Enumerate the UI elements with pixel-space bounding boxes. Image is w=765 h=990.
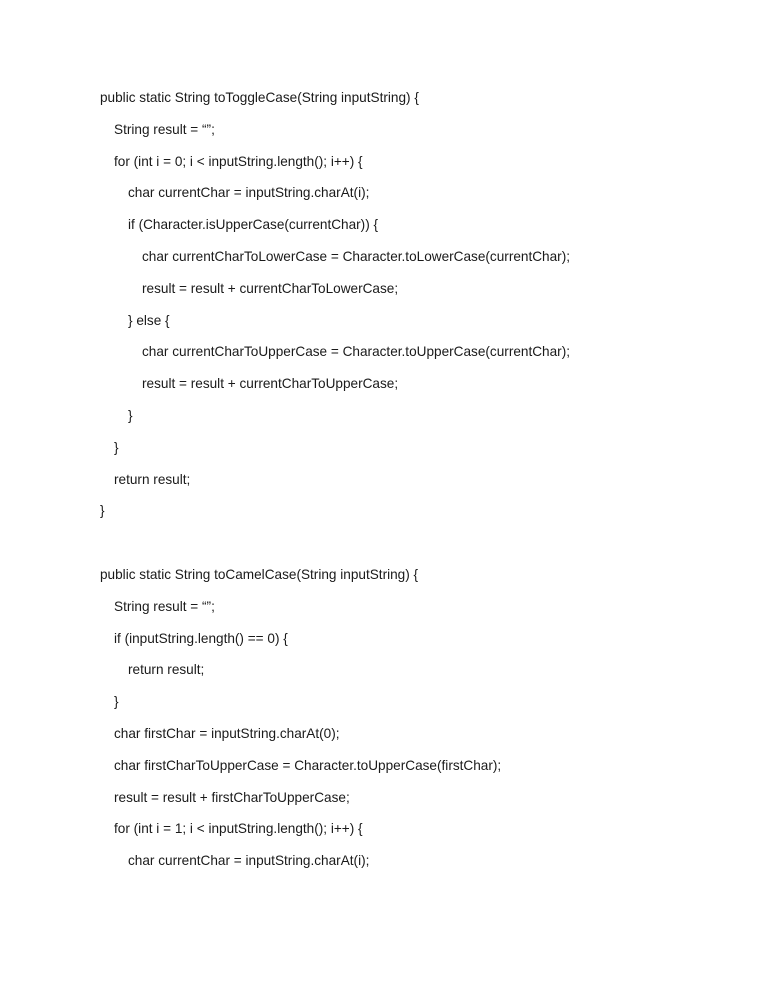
code-line [100, 527, 570, 559]
code-line: } else { [128, 312, 170, 328]
code-line: } [128, 407, 133, 423]
code-line: for (int i = 1; i < inputString.length(); i++) { [114, 821, 363, 837]
code-line: } [114, 439, 119, 455]
code-line: char currentCharToUpperCase = Character.toUpperCase(currentChar); [142, 344, 571, 360]
code-line: char currentChar = inputString.charAt(i); [128, 185, 370, 201]
code-line: public static String toToggleCase(String inputString) { [100, 90, 419, 105]
code-line: String result = “”; [114, 121, 215, 137]
code-line: String result = “”; [114, 598, 215, 614]
code-line: result = result + firstCharToUpperCase; [114, 789, 350, 805]
code-line: if (inputString.length() == 0) { [114, 630, 288, 646]
code-line: char firstCharToUpperCase = Character.toUpperCase(firstChar); [114, 757, 502, 773]
code-line: for (int i = 0; i < inputString.length(); i++) { [114, 153, 363, 169]
code-line: return result; [128, 662, 205, 678]
code-line: if (Character.isUpperCase(currentChar)) { [128, 217, 379, 233]
code-block [100, 82, 570, 877]
code-line: public static String toCamelCase(String inputString) { [100, 566, 419, 582]
code-line: char firstChar = inputString.charAt(0); [114, 725, 340, 741]
code-line: result = result + currentCharToLowerCase; [142, 280, 399, 296]
code-line: } [114, 694, 119, 710]
code-line: result = result + currentCharToUpperCase; [142, 376, 399, 392]
code-line: } [100, 503, 105, 519]
code-line: return result; [114, 471, 191, 487]
code-line: char currentCharToLowerCase = Character.toLowerCase(currentChar); [142, 248, 571, 264]
code-line: char currentChar = inputString.charAt(i); [128, 853, 370, 869]
